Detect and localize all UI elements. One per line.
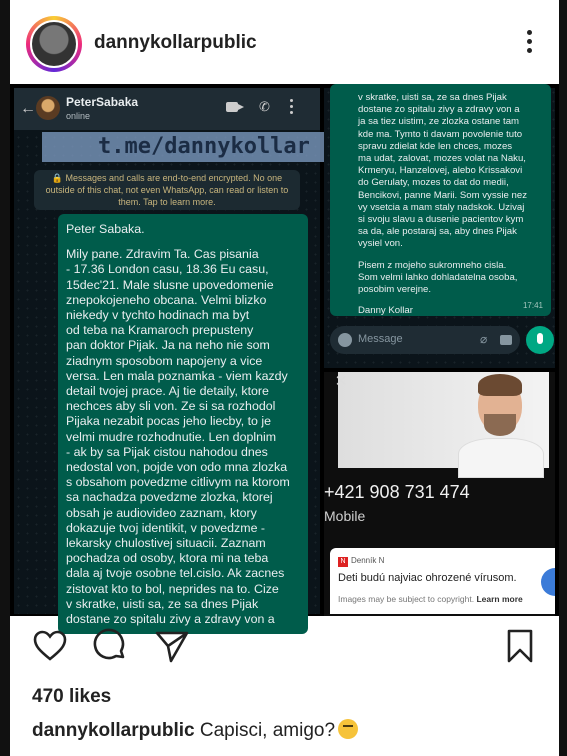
contact-status: online xyxy=(66,111,91,121)
caller-number: +421 908 731 474 xyxy=(324,482,470,502)
whatsapp-chat-continuation xyxy=(324,88,555,368)
post-header xyxy=(10,10,559,78)
instagram-post xyxy=(10,0,559,756)
more-options-icon[interactable] xyxy=(525,30,533,58)
comment-icon[interactable] xyxy=(92,628,128,664)
post-username[interactable]: dannykollarpublic xyxy=(94,32,257,53)
camera-icon xyxy=(500,335,512,345)
message-signature: Danny Kollar xyxy=(358,305,413,317)
message-time: 17:41 xyxy=(522,300,543,310)
caller-id-screenshot xyxy=(324,372,555,616)
post-image[interactable] xyxy=(10,84,559,627)
news-title: Deti budú najviac ohrozené vírusom. xyxy=(338,572,517,584)
caption-username[interactable]: dannykollarpublic xyxy=(32,720,195,741)
close-icon: ✕ xyxy=(334,373,348,390)
menu-dots-icon xyxy=(290,99,294,117)
avatar[interactable] xyxy=(30,20,78,68)
back-arrow-icon: ← xyxy=(20,100,36,117)
message-paragraph: v skratke, uisti sa, ze sa dnes Pijak dostane zo spitalu zivy a zdravy von a ja sa tiez uistim, ze zlozka ostane tam kde ma. Tymto ti davam povolenie tuto spravu zdielat kde len chces, mozes ma udat, zalovat, mozes volat na Naku, Krmeryu, Hanzelovej, alebo Krissakovi do Gerulaty, mozes to dat do medii, Bencikovi, panne Marii. Som vyssie nez vy vsetcia a mam staly nadskok. Uzivaj si svoju slavu a dusenie pacientov kym sa da, ale postaraj sa, aby dnes Pijak vysiel von. xyxy=(358,92,528,250)
news-accent xyxy=(541,568,555,596)
contact-name: PeterSabaka xyxy=(66,95,139,109)
whatsapp-chat-screenshot xyxy=(14,88,320,627)
caption-text: Capisci, amigo? xyxy=(194,720,336,741)
message-paragraph: Pisem z mojeho sukromneho cisla. Som velmi lahko dohladatelna osoba, posobim verejne. xyxy=(358,259,518,296)
news-source: N Denník N xyxy=(338,556,384,567)
news-logo-icon: N xyxy=(338,557,348,567)
copyright-note: Images may be subject to copyright. Learn more xyxy=(338,594,523,604)
profile-avatar-ring[interactable] xyxy=(26,16,82,72)
share-icon[interactable] xyxy=(154,628,190,664)
caller-photo xyxy=(338,372,549,468)
like-count[interactable]: 470 likes xyxy=(32,686,112,707)
thinking-face-icon xyxy=(338,719,358,739)
attach-icon: ⌀ xyxy=(480,332,488,346)
bookmark-icon[interactable] xyxy=(502,628,538,664)
post-caption xyxy=(32,719,358,742)
mic-icon xyxy=(526,326,554,354)
phone-icon: ✆ xyxy=(259,99,270,114)
chat-header xyxy=(14,88,320,130)
contact-avatar xyxy=(36,96,60,120)
heart-icon[interactable] xyxy=(32,628,68,664)
caller-type: Mobile xyxy=(324,508,366,524)
message-input-bar xyxy=(330,326,520,354)
message-bubble-right xyxy=(330,84,551,316)
news-card xyxy=(330,548,555,614)
message-paragraph: Peter Sabaka. xyxy=(66,222,145,236)
message-bubble-left xyxy=(58,214,308,634)
post-actions xyxy=(10,628,559,672)
video-call-icon xyxy=(226,102,238,112)
message-placeholder: Message xyxy=(358,333,403,345)
telegram-watermark: t.me/dannykollar xyxy=(42,132,342,162)
emoji-icon xyxy=(338,333,352,347)
message-paragraph: Mily pane. Zdravim Ta. Cas pisania - 17.36 London casu, 18.36 Eu casu, 15dec'21. Male slusne upovedomenie znepokojeneho obcana. Velmi blizko niekedy v tychto hodinach ma byt od teba na Kramaroch prepusteny pan doktor Pijak. Ja na neho nie som ziadnym sposobom napojeny a vice versa. Len mala poznamka - viem kazdy detail tvojej prace. Aj tie detaily, ktore nechces aby sli von. Ze si sa rozhodol Pijaka nezabit pocas jeho liecby, to je velmi mudre rozhodnutie. Len doplnim - ak by sa Pijak cistou nahodou dnes nedostal von, pojde von odo mna zlozka s obsahom povedzme citlivym na ktorom sa nachadza povedzme zlozka, ktorej obsah je audiovideo zaznam, ktory dokazuje tvoj identikit, v povedzme - lekarsky chulostivej situacii. Zaznam pochadza od osoby, ktora mi na teba dala aj tvoje osobne tel.cislo. Ak zacnes zistovat kto to bol, neprides na to. Cize v skratke, uisti sa, ze sa dnes Pijak dostane zo spitalu zivy a zdravy von a xyxy=(66,247,290,627)
encryption-notice: 🔒 Messages and calls are end-to-end encrypted. No one outside of this chat, not even WhatsApp, can read or listen to them. Tap to learn more. xyxy=(34,170,300,210)
